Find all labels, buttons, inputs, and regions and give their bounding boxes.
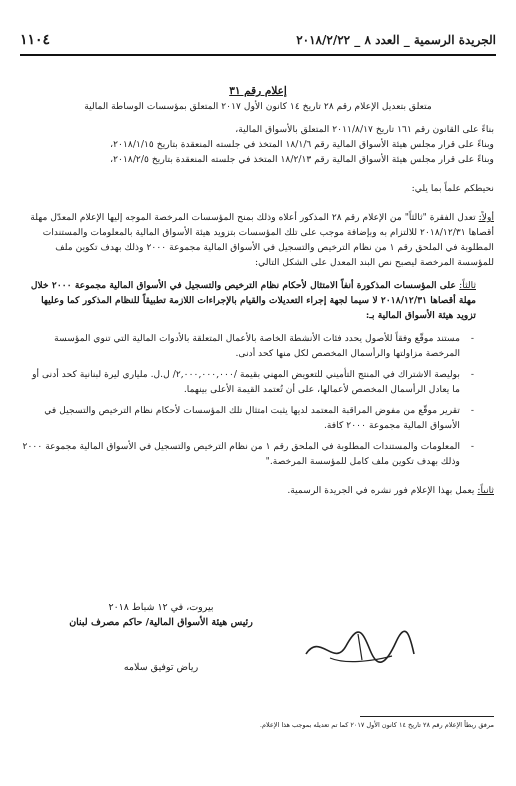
requirement-text: المعلومات والمستندات المطلوبة في الملحق رقم ١ من نظام الترخيص والتسجيل في الأسواق المالية مجموعة ٢٠٠٠ وذلك بهدف تكوين ملف كامل للمؤسسة المرخصة." xyxy=(22,441,460,467)
notice-line: نحيطكم علماً بما يلي: xyxy=(411,183,494,194)
article-first-text: تعدل الفقرة "ثالثاً" من الإعلام رقم ٢٨ المذكور أعلاه وذلك بمنح المؤسسات المرخصة الموجه إليها الإعلام المعدّل مهلة أقصاها ٢٠١٨/١٢/٣١ للالتزام به وبإضافة موجب على تلك المؤسسات بتزويد هيئة الأسواق المالية بالمعلومات والمستندات المطلوبة في الملحق رقم ١ من نظام الترخيص والتسجيل في الأسواق المالية مجموعة ٢٠٠٠ وذلك بهدف تكوين ملف للمؤسسة المرخصة ليصبح نص البند المعدل على الشكل التالي: xyxy=(30,212,494,268)
page-header xyxy=(20,28,496,52)
bullet-dash: - xyxy=(470,405,474,416)
preamble-line: وبناءً على قرار مجلس هيئة الأسواق المالية رقم ١٨/٢/١٣ المتخذ في جلسته المنعقدة بتاريخ ٢٠١٨/٢/٥، xyxy=(110,154,494,165)
article-second-text: يعمل بهذا الإعلام فور نشره في الجريدة الرسمية. xyxy=(287,485,478,496)
requirement-item xyxy=(22,439,474,469)
bullet-dash: - xyxy=(470,441,474,452)
notice-subtitle: متعلق بتعديل الإعلام رقم ٢٨ تاريخ ١٤ كانون الأول ٢٠١٧ المتعلق بمؤسسات الوساطة المالية xyxy=(84,101,432,112)
article-first xyxy=(22,210,494,270)
preamble-line: وبناءً على قرار مجلس هيئة الأسواق المالية رقم ١٨/١/٦ المتخذ في جلسته المنعقدة بتاريخ ٢٠١٨/١/١٥، xyxy=(110,139,494,150)
article-third xyxy=(22,278,476,323)
footnote-rule xyxy=(360,716,494,717)
signatory-role: رئيس هيئة الأسواق المالية/ حاكم مصرف لبنان xyxy=(69,617,253,628)
bullet-dash: - xyxy=(470,369,474,380)
requirement-item xyxy=(22,331,474,361)
article-third-text: على المؤسسات المذكورة أنفاً الامتثال لأحكام نظام الترخيص والتسجيل في الأسواق المالية مجموعة ٢٠٠٠ خلال مهلة أقصاها ٢٠١٨/١٢/٣١ لا سيما لجهة إجراء التعديلات والقيام بالإجراءات اللازمة تطبيقاً للنظام المذكور كما وعليها تزويد هيئة الأسواق المالية بـ: xyxy=(30,280,476,321)
requirement-item xyxy=(22,367,474,397)
requirement-item xyxy=(22,403,474,433)
signature-block xyxy=(56,600,266,675)
handwritten-signature xyxy=(300,624,420,672)
article-third-label: ثالثاً: xyxy=(459,280,476,291)
article-second-label: ثانياً: xyxy=(477,485,494,496)
page-number: ١١٠٤ xyxy=(20,32,51,48)
requirement-text: مستند موقّع وفقاً للأصول يحدد فئات الأنشطة الخاصة بالأعمال المتعلقة بالأدوات المالية التي تنوي المؤسسة المرخصة مزاولتها والرأسمال المخصص لكل منها كحد أدنى. xyxy=(54,333,460,359)
footnote: مرفق ربطاً الإعلام رقم ٢٨ تاريخ ١٤ كانون الأول ٢٠١٧ كما تم تعديله بموجب هذا الإعلام. xyxy=(259,721,494,729)
requirement-text: بوليصة الاشتراك في المنتج التأميني للتعويض المهني بقيمة /٢,٠٠٠,٠٠٠,٠٠٠/ ل.ل. ملياري ليرة لبنانية كحد أدنى أو ما يعادل الرأسمال المخصص لأعمالها، على أن تُعتمد القيمة الأعلى بينهما. xyxy=(32,369,460,395)
notice-body xyxy=(22,84,494,498)
requirement-text: تقرير موقّع من مفوض المراقبة المعتمد لديها يثبت امتثال تلك المؤسسات لأحكام نظام الترخيص والتسجيل في الأسواق المالية مجموعة ٢٠٠٠ كافة. xyxy=(44,405,460,431)
place-date: بيروت، في ١٢ شباط ٢٠١٨ xyxy=(108,602,214,613)
signatory-name: رياض توفيق سلامه xyxy=(123,662,199,673)
notice-title: إعلام رقم ٣١ xyxy=(229,85,287,97)
article-second xyxy=(22,483,494,498)
issue-line: الجريدة الرسمية _ العدد ٨ _ ٢٠١٨/٢/٢٢ xyxy=(296,33,496,47)
header-rule xyxy=(20,54,496,56)
article-first-label: أولاً: xyxy=(478,212,494,223)
bullet-dash: - xyxy=(470,333,474,344)
preamble-line: بناءً على القانون رقم ١٦١ تاريخ ٢٠١١/٨/١٧ المتعلق بالأسواق المالية، xyxy=(235,124,494,135)
